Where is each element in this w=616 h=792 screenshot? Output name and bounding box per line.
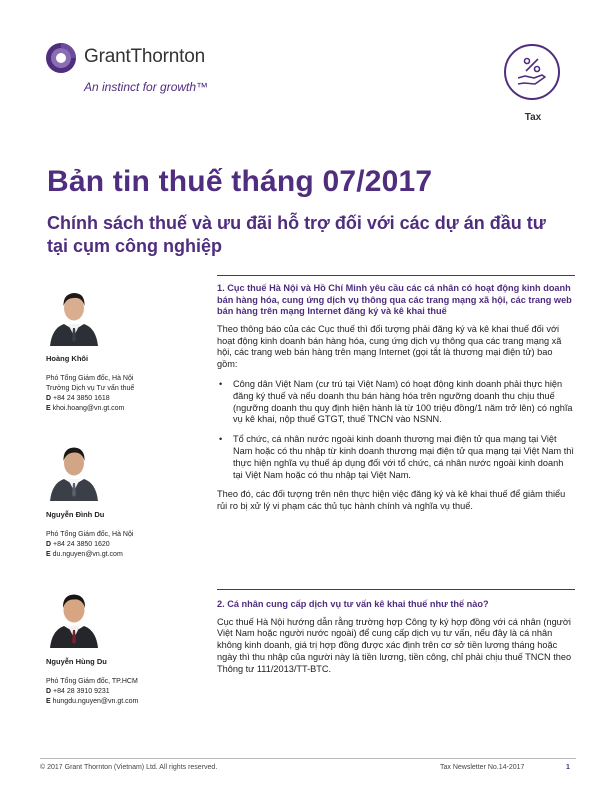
tax-badge: [504, 44, 560, 100]
contact-phone: +84 28 3910 9231: [53, 688, 110, 695]
section-1-heading: 1. Cục thuế Hà Nội và Hồ Chí Minh yêu cầu các cá nhân có hoạt động kinh doanh bán hàng hóa, cung ứng dịch vụ thông qua các trang mạng xã hội, các trang web bán hàng trên mạng Internet đăng ký và kê khai thuế: [217, 283, 572, 317]
section-1-closing: Theo đó, các đối tượng trên nên thực hiện việc đăng ký và kê khai thuế để giảm thiểu rủi ro bị xử lý vi phạm các thủ tục hành chính và nghĩa vụ thuế.: [217, 489, 566, 512]
section-2-heading: 2. Cá nhân cung cấp dịch vụ tư vấn kê khai thuế như thế nào?: [217, 599, 489, 609]
page-title: Bản tin thuế tháng 07/2017: [47, 165, 433, 198]
contact-name: Hoàng Khôi: [46, 354, 89, 363]
contact-role-secondary: Trưởng Dịch vụ Tư vấn thuế: [46, 385, 135, 392]
section-divider: [217, 589, 575, 590]
section-2-body: Cục thuế Hà Nội hướng dẫn rằng trường hợp Công ty ký hợp đồng với cá nhân (người Việt Nam hoặc người nước ngoài) để cung cấp dịch vụ tư vấn, nếu đây là cá nhân không kinh doanh, giá trị hợp đồng được xác định trên cơ sở tiền lương tháng hoặc ngày thì thu nhập của người này là tiền lương, tiền công, chỉ phải chịu thuế TNCN theo Thông tư 111/2013/TT-BTC.: [217, 616, 572, 674]
email-label: E: [46, 551, 51, 558]
phone-label: D: [46, 688, 52, 695]
footer-newsletter: Tax Newsletter No.14-2017: [440, 764, 525, 771]
contact-name: Nguyễn Hùng Du: [46, 657, 107, 666]
list-item: • Tổ chức, cá nhân nước ngoài kinh doanh thương mại điện tử qua mạng tại Việt Nam hoặc có thu nhập từ kinh doanh thương mại điện tử qua mạng tại Việt Nam thì thực hiện nghĩa vụ thuế áp dụng đối với tổ chức, cá nhân nước ngoài kinh doanh tại Việt Nam hoặc có thu nhập tại Việt Nam.: [219, 434, 574, 480]
section-divider: [217, 275, 575, 276]
contact-details: [46, 530, 196, 560]
contact-phone: +84 24 3850 1618: [53, 395, 110, 402]
section-1-bullets: [217, 379, 575, 481]
contact-role: Phó Tổng Giám đốc, TP.HCM: [46, 678, 138, 685]
brand-name: GrantThornton: [84, 46, 205, 67]
grant-thornton-logo-icon: [45, 42, 77, 74]
footer-copyright: © 2017 Grant Thornton (Vietnam) Ltd. All rights reserved.: [40, 764, 218, 771]
section-1-intro: Theo thông báo của các Cục thuế thì đối tượng phải đăng ký và kê khai thuế đối với hoạt động kinh doanh bán hàng hóa, cung ứng dịch vụ thông qua các trang mạng xã hội, các trang web bán hàng trên mạng Internet (gọi tắt là thương mại điện tử) bao gồm:: [217, 323, 562, 370]
contact-role: Phó Tổng Giám đốc, Hà Nội: [46, 531, 134, 538]
section-2: [217, 599, 575, 684]
tax-percent-hand-icon: [514, 54, 550, 90]
phone-label: D: [46, 395, 52, 402]
page-subtitle: Chính sách thuế và ưu đãi hỗ trợ đối với các dự án đầu tư tại cụm công nghiệp: [47, 213, 546, 256]
contact-photo: [46, 282, 102, 346]
contact-photo: [46, 437, 102, 501]
contact-details: [46, 374, 196, 414]
contact-email[interactable]: du.nguyen@vn.gt.com: [52, 551, 123, 558]
contact-name: Nguyễn Đình Du: [46, 510, 105, 519]
contact-email[interactable]: khoi.hoang@vn.gt.com: [52, 405, 125, 412]
contact-role: Phó Tổng Giám đốc, Hà Nội: [46, 375, 134, 382]
tax-badge-label: Tax: [524, 112, 542, 123]
section-1: [217, 283, 575, 521]
contact-phone: +84 24 3850 1620: [53, 541, 110, 548]
footer-divider: [40, 758, 576, 759]
page-number: 1: [566, 764, 570, 771]
email-label: E: [46, 405, 51, 412]
contact-email[interactable]: hungdu.nguyen@vn.gt.com: [52, 698, 139, 705]
list-item: • Công dân Việt Nam (cư trú tại Việt Nam) có hoạt động kinh doanh phải thực hiện đăng ký thuế và nếu doanh thu bán hàng hóa trên ngưỡng doanh thu chịu thuế (ngưỡng doanh thu quy định hiện hành là từ 100 triệu đồng/1 năm trở lên) có nghĩa vụ kê khai, nộp thuế GTGT, thuế TNCN vào NSNN.: [219, 378, 573, 425]
contact-photo: [46, 584, 102, 648]
email-label: E: [46, 698, 51, 705]
contact-details: [46, 677, 196, 707]
brand-tagline: An instinct for growth™: [84, 80, 209, 94]
phone-label: D: [46, 541, 52, 548]
